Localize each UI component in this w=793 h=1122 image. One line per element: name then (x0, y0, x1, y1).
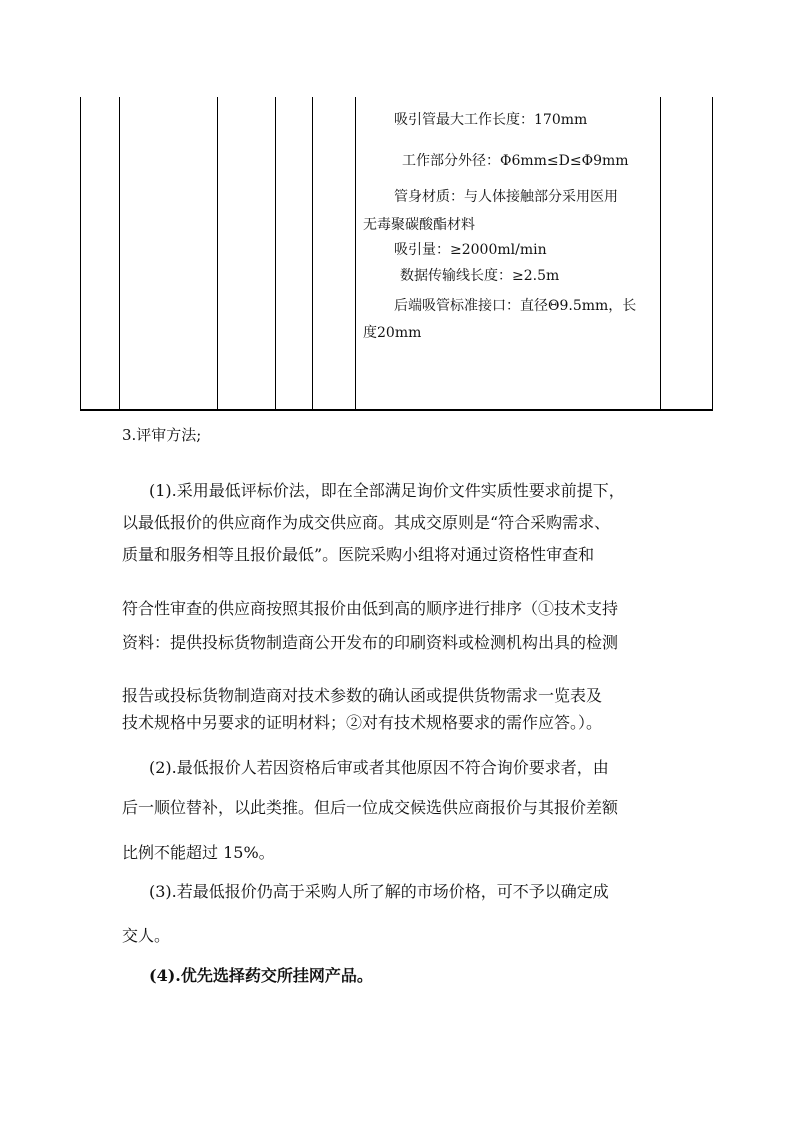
table-divider (119, 97, 120, 410)
table-divider (660, 97, 661, 410)
spec-line: 数据传输线长度：≥2.5m (400, 268, 560, 284)
paragraph-line: 后一顺位替补，以此类推。但后一位成交候选供应商报价与其报价差额 (122, 798, 619, 817)
spec-line: 吸引管最大工作长度：170mm (394, 112, 588, 128)
spec-line: 吸引量：≥2000ml/min (394, 242, 547, 258)
table-border-right (712, 97, 713, 410)
table-divider (355, 97, 356, 410)
table-divider (312, 97, 313, 410)
paragraph-line: 以最低报价的供应商作为成交供应商。其成交原则是“符合采购需求、 (122, 513, 611, 532)
paragraph-line: (1).采用最低评标价法，即在全部满足询价文件实质性要求前提下， (149, 481, 625, 500)
spec-line: 管身材质：与人体接触部分采用医用 (394, 189, 618, 205)
paragraph-line: 技术规格中另要求的证明材料；②对有技术规格要求的需作应答。）。 (122, 713, 603, 732)
spec-line: 无毒聚碳酸酯材料 (363, 217, 475, 233)
paragraph-line: 质量和服务相等且报价最低”。医院采购小组将对通过资格性审查和 (122, 545, 595, 564)
table-border-left (80, 97, 81, 410)
table-bottom-border (80, 409, 713, 411)
paragraph-line: 报告或投标货物制造商对技术参数的确认函或提供货物需求一览表及 (122, 686, 603, 705)
paragraph-line: 资料：提供投标货物制造商公开发布的印刷资料或检测机构出具的检测 (122, 633, 619, 652)
paragraph-line: 比例不能超过 15%。 (122, 843, 275, 862)
spec-line: 工作部分外径：Φ6mm≤D≤Φ9mm (402, 153, 629, 169)
paragraph-line: (2).最低报价人若因资格后审或者其他原因不符合询价要求者，由 (149, 758, 609, 777)
spec-line: 后端吸管标准接口：直径Θ9.5mm，长 (394, 298, 637, 314)
paragraph-line: (3).若最低报价仍高于采购人所了解的市场价格，可不予以确定成 (149, 882, 609, 901)
section-heading: 3.评审方法; (122, 426, 202, 444)
paragraph-line: 交人。 (122, 926, 171, 945)
table-divider (217, 97, 218, 410)
table-divider (275, 97, 276, 410)
spec-line: 度20mm (363, 325, 422, 341)
paragraph-line: 符合性审查的供应商按照其报价由低到高的顺序进行排序（①技术支持 (122, 599, 619, 618)
paragraph-4: (4).优先选择药交所挂网产品。 (149, 966, 373, 985)
